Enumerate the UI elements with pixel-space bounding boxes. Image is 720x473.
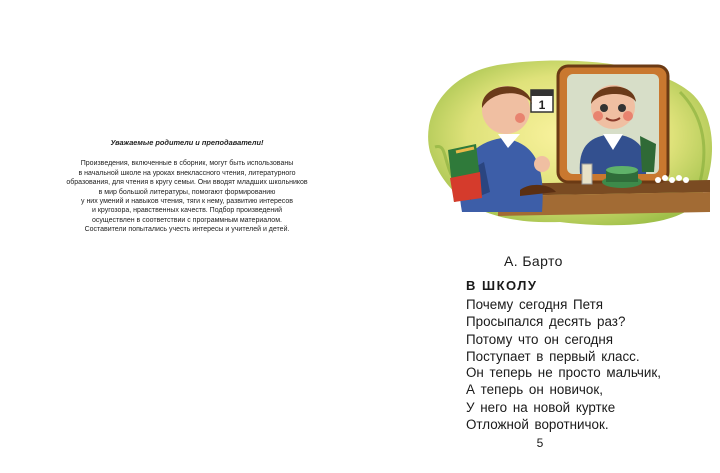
page-number: 5 [536,436,544,450]
poem-line: Просыпался десять раз? [466,314,626,330]
poem-line: Почему сегодня Петя [466,297,604,312]
poem-author: А. Барто [504,253,563,269]
poem-line: Отложной воротничок. [466,417,609,433]
right-page [370,0,720,473]
notice-line: у них умений и навыков чтения, тяги к нему, развитию интересов [81,198,293,206]
calendar-date: 1 [538,98,546,112]
poem-line: Он теперь не просто мальчик, [466,365,661,380]
poem-line: У него на новой куртке [466,399,616,415]
notice-title: Уважаемые родители и преподаватели! [110,138,264,147]
notice-block [50,138,324,235]
boy-mirror-illustration [410,52,720,230]
poem-stanza-2 [466,364,661,434]
notice-line: Произведения, включенные в сборник, могут быть использованы [80,160,294,168]
poem-line: А теперь он новичок, [466,382,603,398]
notice-line: осуществлен в соответствии с программным материалом. [92,216,282,224]
poem-line: Поступает в первый класс. [466,349,640,365]
poem-line: Потому что он сегодня [466,331,614,347]
poem-stanza-1 [466,296,640,366]
notice-line: Составители попытались учесть интересы и учителей и детей. [84,226,290,234]
notice-line: и кругозора, нравственных качеств. Подбор произведений [91,207,283,215]
notice-line: в мир большой литературы, помогают формированию [98,188,276,196]
notice-line: в начальной школе на уроках внеклассного чтения, литературного [78,169,296,177]
poem-title: В ШКОЛУ [466,278,538,293]
notice-line: образования, для чтения в кругу семьи. Они вводят младших школьников [66,179,308,187]
